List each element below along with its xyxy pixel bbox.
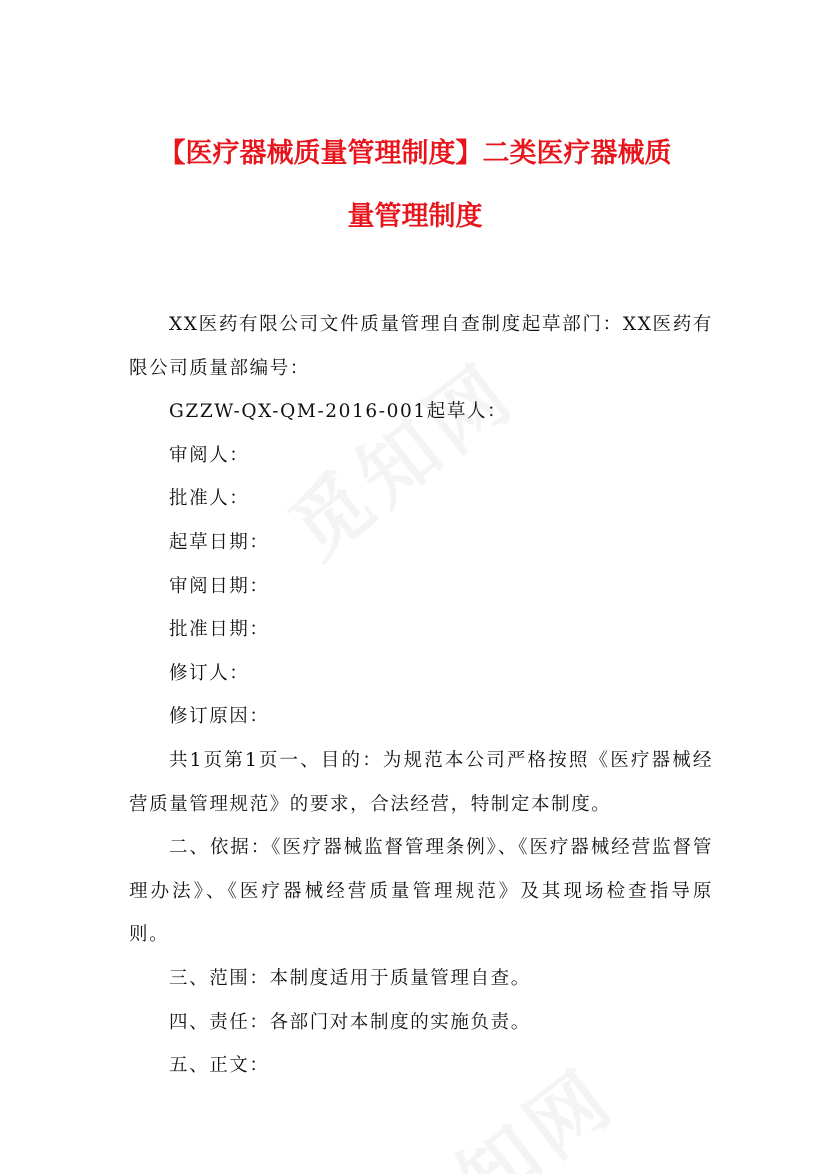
paragraph-approver: 批准人： [169,488,250,510]
paragraph-basis: 二、依据：《医疗器械监督管理条例》、《医疗器械经营监督管理办法》、《医疗器械经营质量管理规范》及其现场检查指导原则。 [129,837,713,946]
paragraph-purpose: 共1页第1页一、目的：为规范本公司严格按照《医疗器械经营质量管理规范》的要求，合法经营，特制定本制度。 [129,749,713,815]
document-title-line-2: 量管理制度 [347,201,483,232]
paragraph-approval-date: 批准日期： [169,619,270,641]
paragraph-review-date: 审阅日期： [169,575,270,597]
paragraph-revisor: 修订人： [169,662,250,684]
document-body [129,303,713,1088]
paragraph-scope: 三、范围：本制度适用于质量管理自查。 [169,967,531,989]
paragraph-doc-number: GZZW-QX-QM-2016-001起草人： [169,401,508,423]
paragraph-revision-reason: 修订原因： [169,706,270,728]
paragraph-responsibility: 四、责任：各部门对本制度的实施负责。 [169,1011,531,1033]
paragraph-draft-date: 起草日期： [169,531,270,553]
paragraph-reviewer: 审阅人： [169,444,250,466]
paragraph-header-info: XX医药有限公司文件质量管理自查制度起草部门：XX医药有限公司质量部编号： [129,314,713,379]
document-title-line-1: 【医疗器械质量管理制度】二类医疗器械质 [158,138,672,169]
paragraph-main-text: 五、正文： [169,1055,270,1077]
